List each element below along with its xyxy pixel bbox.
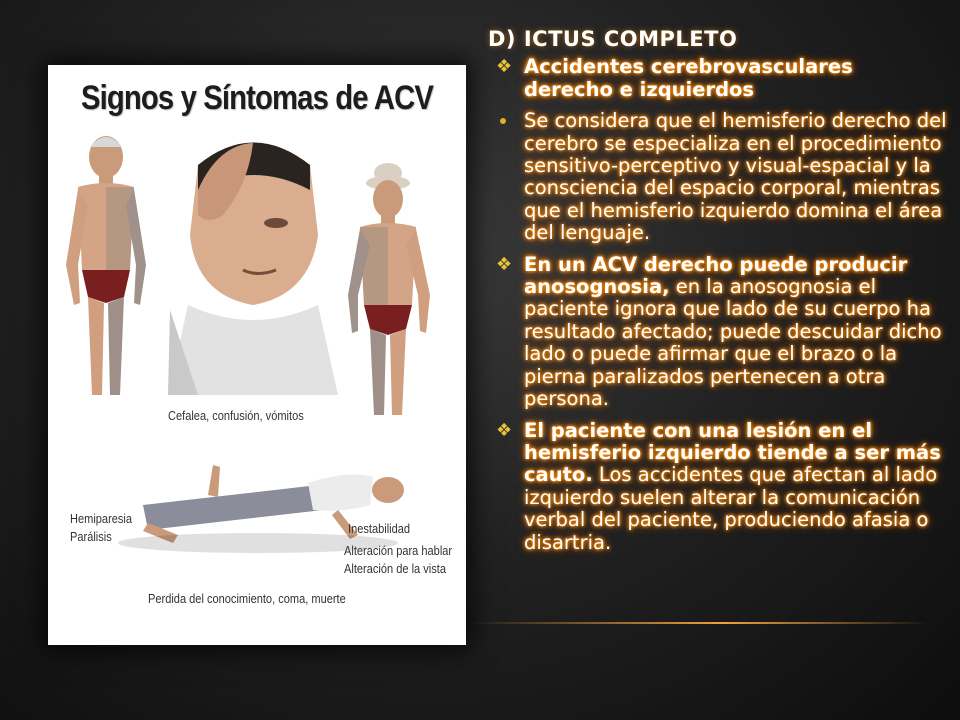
bullet-hemisferio-izquierdo — [480, 420, 948, 554]
text-panel — [480, 28, 948, 563]
right-man-figure — [348, 163, 430, 415]
caption-alteracion-hablar: Alteración para hablar — [344, 543, 453, 558]
bullet-acv-derecho-text: en la anosognosia el paciente ignora que lado de su cuerpo ha resultado afectado; puede descuidar dicho lado o puede afirmar que el brazo o la pierna paralizados pertenecen a otra persona. — [524, 275, 942, 411]
caption-alteracion-vista: Alteración de la vista — [344, 561, 446, 576]
bullet-acv-derecho-bold: En un ACV derecho puede producir anosognosia, — [524, 252, 908, 299]
stroke-symptoms-illustration — [48, 65, 466, 645]
slide-heading: D) ICTUS COMPLETO — [488, 27, 738, 51]
diamond-cluster-icon: ❖ — [496, 419, 513, 441]
caption-inestabilidad: Inestabilidad — [348, 521, 411, 536]
round-dot-icon — [500, 118, 506, 124]
diamond-cluster-icon: ❖ — [496, 253, 513, 275]
lying-man-figure — [118, 465, 404, 553]
caption-hemiparesia: Hemiparesia — [70, 511, 133, 526]
bullet-hemisferio-derecho — [480, 110, 948, 244]
decorative-divider — [470, 622, 930, 624]
caption-paralisis: Parálisis — [70, 529, 112, 544]
bullet-accidentes-text: Accidentes cerebrovasculares derecho e izquierdos — [524, 55, 853, 101]
bullet-hemisferio-izquierdo-bold: El paciente con una lesión en el hemisferio izquierdo tiende a ser más cauto. — [524, 418, 941, 487]
bullet-hemisferio-text: Se considera que el hemisferio derecho del cerebro se especializa en el procedimiento sensitivo-perceptivo y visual-espacial y la consciencia del espacio corporal, mientras que el hemisferio izquierdo domina el área del lenguaje. — [524, 109, 947, 245]
illustration-title: Signos y Síntomas de ACV — [81, 79, 433, 117]
bullet-acv-derecho — [480, 254, 948, 411]
diamond-cluster-icon: ❖ — [496, 56, 513, 78]
bullet-accidentes — [480, 56, 948, 101]
left-man-figure — [66, 136, 146, 395]
caption-perdida-conocimiento: Perdida del conocimiento, coma, muerte — [148, 591, 346, 606]
headache-man-figure — [168, 143, 338, 396]
caption-headache: Cefalea, confusión, vómitos — [168, 408, 304, 423]
bullet-hemisferio-izquierdo-text: Los accidentes que afectan al lado izquierdo suelen alterar la comunicación verbal del paciente, produciendo afasia o disartria. — [524, 463, 938, 554]
